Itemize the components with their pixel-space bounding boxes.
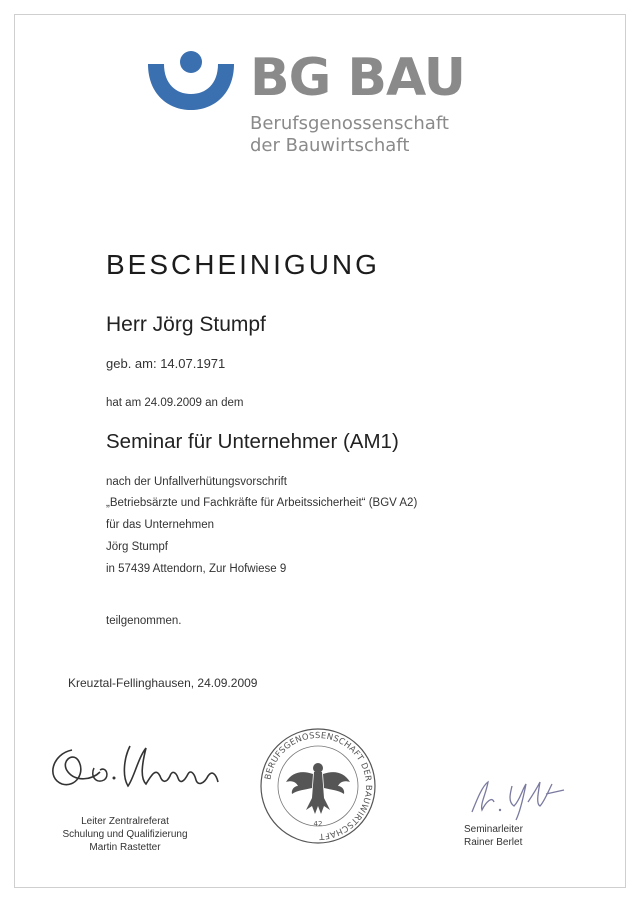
regulation-intro: nach der Unfallverhütungsvorschrift	[106, 476, 287, 488]
logo-subtitle-line2: der Bauwirtschaft	[250, 135, 410, 156]
attendance-line: hat am 24.09.2009 an dem	[106, 397, 244, 409]
regulation-name: „Betriebsärzte und Fachkräfte für Arbeitssicherheit“ (BGV A2)	[106, 497, 418, 509]
company-name: Jörg Stumpf	[106, 541, 168, 553]
right-signer-role: Seminarleiter	[464, 824, 523, 835]
certificate-title: BESCHEINIGUNG	[106, 249, 380, 280]
seminar-title: Seminar für Unternehmer (AM1)	[106, 430, 399, 453]
company-intro: für das Unternehmen	[106, 519, 215, 531]
svg-text:42: 42	[313, 820, 323, 828]
logo-mark-icon	[146, 50, 236, 112]
closing-text: teilgenommen.	[106, 615, 182, 627]
logo-name: BG BAU	[250, 48, 465, 108]
company-address: in 57439 Attendorn, Zur Hofwiese 9	[106, 563, 287, 575]
recipient-name: Herr Jörg Stumpf	[106, 313, 266, 336]
left-signer-role2: Schulung und Qualifizierung	[62, 829, 188, 840]
official-seal	[258, 726, 378, 846]
signature-right-handwriting	[466, 772, 576, 822]
left-signer-name: Martin Rastetter	[89, 842, 161, 853]
place-date: Kreuztal-Fellinghausen, 24.09.2009	[68, 676, 258, 690]
signature-left-handwriting	[42, 728, 242, 798]
bg-bau-logo	[146, 48, 465, 160]
right-signer-name: Rainer Berlet	[464, 837, 523, 848]
logo-subtitle-line1: Berufsgenossenschaft	[250, 113, 449, 134]
svg-text:BERUFSGENOSSENSCHAFT DER BAUWI: BERUFSGENOSSENSCHAFT DER BAUWIRTSCHAFT	[262, 729, 375, 843]
left-signer-role1: Leiter Zentralreferat	[81, 816, 169, 827]
birth-date: geb. am: 14.07.1971	[106, 356, 226, 371]
